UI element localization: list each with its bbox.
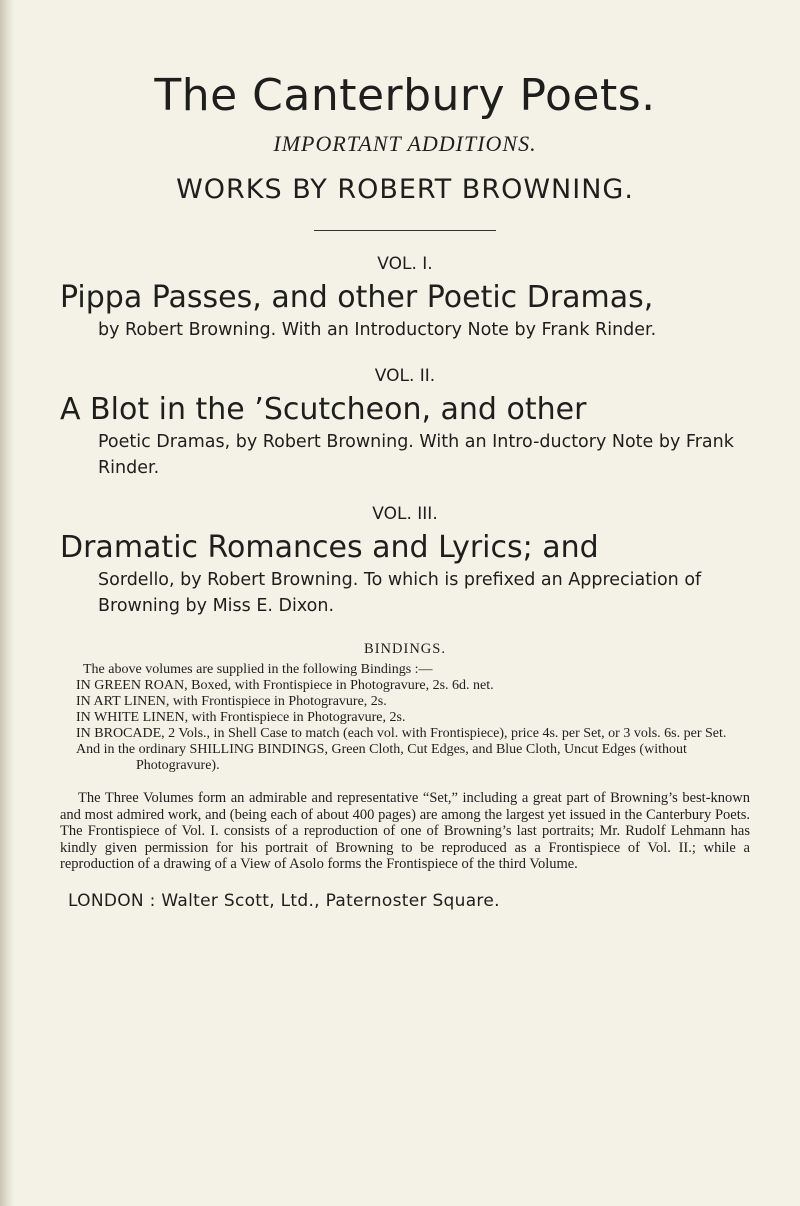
- volume-description: Poetic Dramas, by Robert Browning. With an Intro-ductory Note by Frank Rinder.: [98, 432, 734, 478]
- volume-title: A Blot in the ’Scutcheon, and other: [60, 392, 587, 427]
- volume-title: Dramatic Romances and Lyrics; and: [60, 530, 599, 565]
- binding-spine-shadow: [0, 0, 14, 1206]
- volume-3: [60, 503, 750, 619]
- page-title: The Canterbury Poets.: [154, 70, 656, 121]
- volume-label: VOL. III.: [372, 504, 438, 524]
- volume-description: Sordello, by Robert Browning. To which is prefixed an Appreciation of Browning by Miss E. Dixon.: [98, 570, 702, 616]
- works-heading: WORKS BY ROBERT BROWNING.: [176, 174, 634, 205]
- binding-item: IN GREEN ROAN, Boxed, with Frontispiece in Photogravure, 2s. 6d. net.: [76, 678, 494, 693]
- divider-rule: [314, 230, 496, 231]
- volume-2: [60, 365, 750, 481]
- volume-1: [60, 253, 750, 343]
- description-paragraph: The Three Volumes form an admirable and representative “Set,” including a great part of Browning’s best-known and most admired work, and (being each of about 400 pages) are among the largest yet issued in the Canterbury Poets. The Frontispiece of Vol. I. consists of a reproduction of one of Browning’s last portraits; Mr. Rudolf Lehmann has kindly given permission for his portrait of Browning to be reproduced as a Frontispiece of Vol. II.; while a reproduction of a drawing of a View of Asolo forms the Frontispiece of the third Volume.: [60, 790, 750, 872]
- volume-label: VOL. II.: [374, 366, 436, 386]
- volume-description: by Robert Browning. With an Introductory Note by Frank Rinder.: [98, 320, 657, 340]
- page-subtitle: IMPORTANT ADDITIONS.: [273, 131, 537, 156]
- volume-title: Pippa Passes, and other Poetic Dramas,: [60, 280, 654, 315]
- publisher-footer: LONDON : Walter Scott, Ltd., Paternoster Square.: [68, 890, 500, 911]
- page-content: [60, 70, 750, 911]
- binding-item: And in the ordinary SHILLING BINDINGS, Green Cloth, Cut Edges, and Blue Cloth, Uncut Edges (without Photogravure).: [76, 742, 687, 773]
- bindings-section: [60, 641, 750, 774]
- binding-item: IN BROCADE, 2 Vols., in Shell Case to match (each vol. with Frontispiece), price 4s. per Set, or 3 vols. 6s. per Set.: [76, 726, 727, 741]
- binding-item: IN WHITE LINEN, with Frontispiece in Photogravure, 2s.: [76, 710, 406, 725]
- bindings-heading: BINDINGS.: [364, 641, 446, 657]
- bindings-intro: The above volumes are supplied in the following Bindings :—: [83, 662, 433, 677]
- volume-label: VOL. I.: [377, 254, 433, 274]
- binding-item: IN ART LINEN, with Frontispiece in Photogravure, 2s.: [76, 694, 387, 709]
